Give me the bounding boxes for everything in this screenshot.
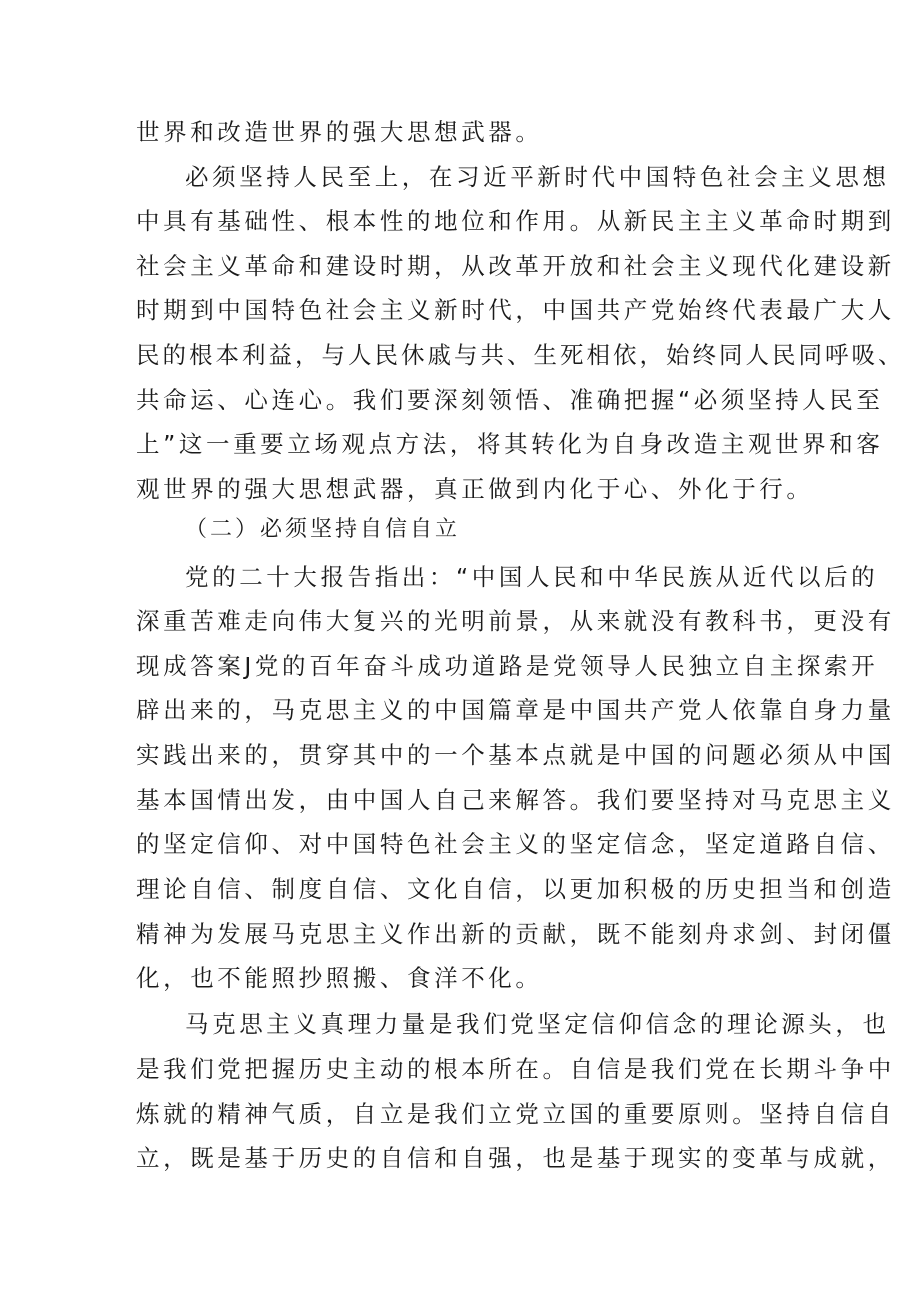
text-line: 化，也不能照抄照搬、食洋不化。 [136,964,543,992]
text-line: 立，既是基于历史的自信和自强，也是基于现实的变革与成就， [136,1144,895,1172]
text-line: 世界和改造世界的强大思想武器。 [136,118,543,146]
text-line: 基本国情出发，由中国人自己来解答。我们要坚持对马克思主义 [136,786,895,814]
text-line: 的坚定信仰、对中国特色社会主义的坚定信念，坚定道路自信、 [136,830,895,858]
text-line: 共命运、心连心。我们要深刻领悟、准确把握“必须坚持人民至 [136,386,884,414]
text-line: 理论自信、制度自信、文化自信，以更加积极的历史担当和创造 [136,875,895,903]
text-line: 深重苦难走向伟大复兴的光明前景，从来就没有教科书，更没有 [136,607,895,635]
text-line: 必须坚持人民至上，在习近平新时代中国特色社会主义思想 [185,163,890,191]
text-line: 党的二十大报告指出：“中国人民和中华民族从近代以后的 [185,563,879,591]
text-line: 上”这一重要立场观点方法，将其转化为自身改造主观世界和客 [136,430,884,458]
text-line: 马克思主义真理力量是我们党坚定信仰信念的理论源头，也 [185,1010,890,1038]
text-line: 时期到中国特色社会主义新时代，中国共产党始终代表最广大人 [136,296,895,324]
text-line: 辟出来的，马克思主义的中国篇章是中国共产党人依靠自身力量 [136,696,895,724]
section-heading: （二）必须坚持自信自立 [185,517,461,542]
text-line: 是我们党把握历史主动的根本所在。自信是我们党在长期斗争中 [136,1055,895,1083]
text-line: 现成答案J党的百年奋斗成功道路是党领导人民独立自主探索开 [136,652,879,680]
text-line: 炼就的精神气质，自立是我们立党立国的重要原则。坚持自信自 [136,1100,895,1128]
text-line: 观世界的强大思想武器，真正做到内化于心、外化于行。 [136,475,814,503]
text-line: 社会主义革命和建设时期，从改革开放和社会主义现代化建设新 [136,252,895,280]
text-line: 民的根本利益，与人民休戚与共、生死相依，始终同人民同呼吸、 [136,341,905,369]
text-line: 中具有基础性、根本性的地位和作用。从新民主主义革命时期到 [136,207,895,235]
text-line: 实践出来的，贯穿其中的一个基本点就是中国的问题必须从中国 [136,741,895,769]
text-line: 精神为发展马克思主义作出新的贡献，既不能刻舟求剑、封闭僵 [136,920,895,948]
